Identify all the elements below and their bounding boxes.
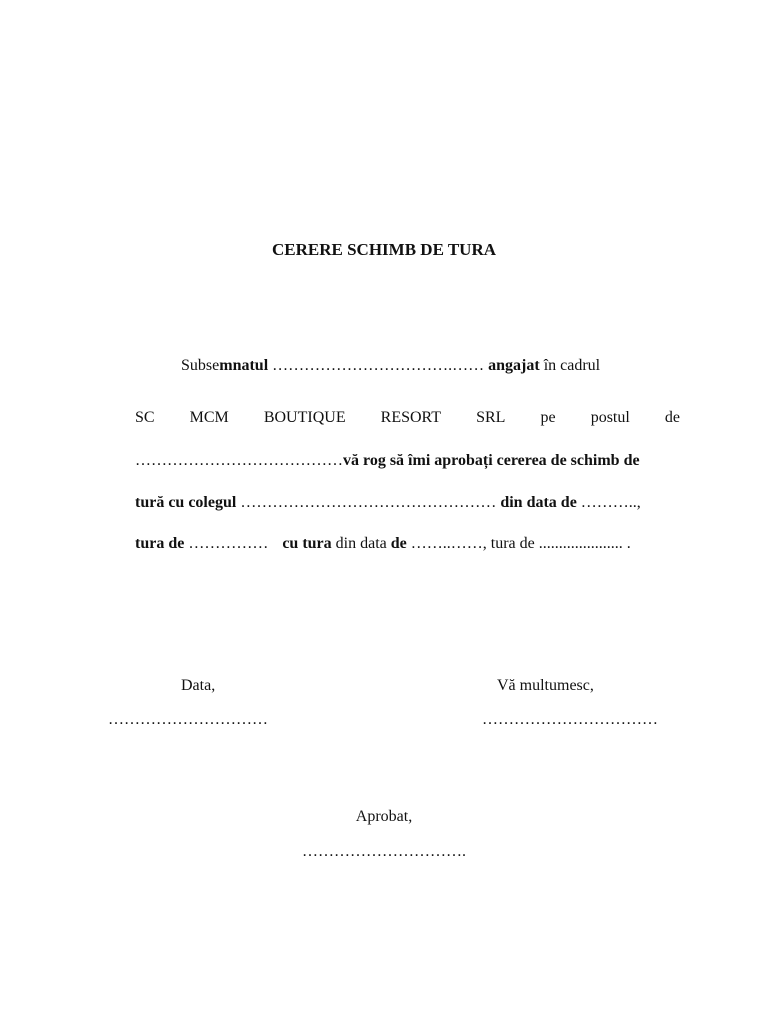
word-mcm: MCM: [189, 409, 229, 426]
text-de: de: [390, 535, 407, 552]
colleague-blank: …………………………………………: [236, 494, 501, 511]
date-signature-line: …………………………: [108, 711, 268, 728]
text-colleague: tură cu colegul: [135, 494, 237, 511]
approval-signature-line: ………………………….: [302, 843, 466, 860]
shift2-blank: ……..……, tura de ..................... .: [406, 535, 631, 552]
word-boutique: BOUTIQUE: [263, 409, 346, 426]
thanks-label: Vă multumesc,: [497, 677, 594, 694]
text-request: vă rog să îmi aprobați cererea de schimb de: [343, 452, 640, 469]
document-title: CERERE SCHIMB DE TURA: [271, 240, 497, 259]
approved-label: Aprobat,: [355, 808, 413, 825]
paragraph-line-5: [135, 533, 631, 555]
text-from-date-2: din data: [331, 535, 391, 552]
paragraph-line-4: [135, 492, 641, 514]
word-pe: pe: [540, 409, 556, 426]
word-postul: postul: [590, 409, 630, 426]
employee-signature-line: ……………………………: [482, 711, 658, 728]
paragraph-line-3: [135, 450, 640, 472]
paragraph-line-2: [135, 407, 680, 429]
word-sc: SC: [135, 409, 155, 426]
text-shift: tura de: [135, 535, 185, 552]
text-from-date: din data de: [500, 494, 577, 511]
text-mnatul: mnatul: [219, 357, 269, 374]
word-de: de: [664, 409, 680, 426]
date-blank: ………..,: [576, 494, 641, 511]
name-blank: …………………………….……: [268, 357, 489, 374]
text-subse: Subse: [181, 357, 220, 374]
text-angajat: angajat: [488, 357, 540, 374]
shift-blank: ……………: [184, 535, 269, 552]
paragraph-line-1: [181, 355, 600, 377]
text-with-shift: cu tura: [282, 535, 332, 552]
text-in-cadrul: în cadrul: [539, 357, 601, 374]
word-resort: RESORT: [380, 409, 442, 426]
position-blank: …………………………………: [135, 452, 343, 469]
date-label: Data,: [181, 677, 216, 694]
word-srl: SRL: [476, 409, 506, 426]
